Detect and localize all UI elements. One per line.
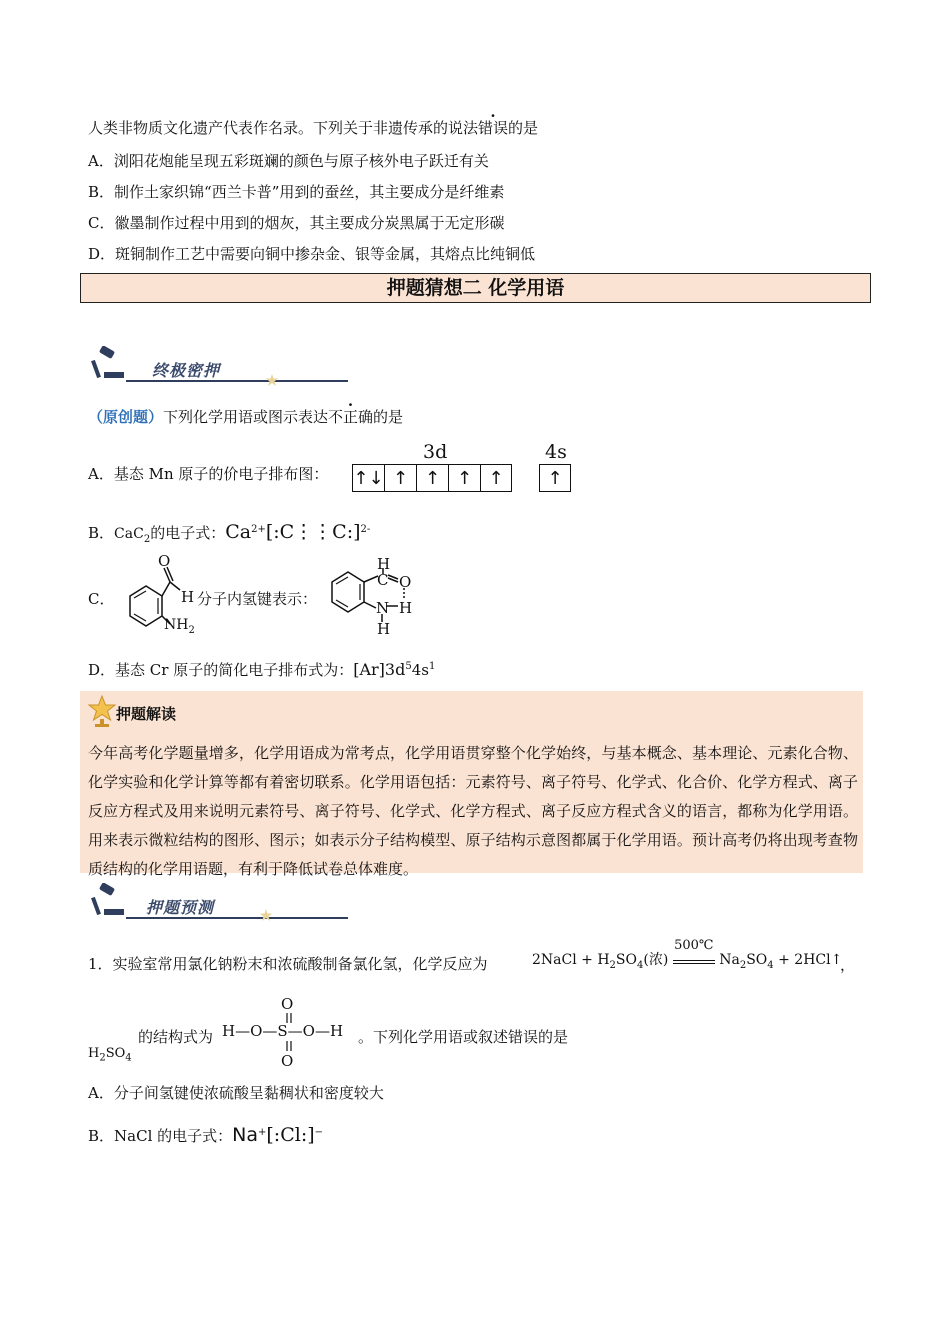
- gavel-icon: [90, 346, 126, 380]
- original-option-d: D．基态 Cr 原子的简化电子排布式为：$[Ar]3d^54s^1$: [88, 660, 436, 679]
- interpretation-panel: [80, 691, 863, 878]
- atom-n: N: [376, 599, 390, 617]
- orbital-4s-boxes: [539, 464, 571, 492]
- atom-nh2: $NH_2$: [164, 617, 195, 636]
- option-b: B．制作土家织锦“西兰卡普”用到的蚕丝，其主要成分是纤维素: [88, 183, 505, 201]
- atom-o: O: [158, 552, 171, 570]
- atom-h-top: H: [377, 555, 391, 573]
- star-trophy-icon: [88, 695, 116, 727]
- section-banner: 押题猜想二 化学用语: [80, 273, 871, 303]
- struct-o-bottom: O: [281, 1052, 294, 1070]
- badge-label: 押题预测: [146, 898, 215, 917]
- orbital-box: ↑: [480, 464, 512, 492]
- interpretation-body: 今年高考化学题量增多，化学用语成为常考点，化学用语贯穿整个化学始终，与基本概念、基本理论、元素化合物、化学实验和化学计算等都有着密切联系。化学用语包括：元素符号、离子符号、化学式、化合价、化学方程式、离子反应方程式及用来说明元素符号、离子符号、化学式、化学方程式、离子反应方程式含义的语言，都称为化学用语。用来表示微粒结构的图形、图示；如表示分子结构模型、原子结构示意图都属于化学用语。预计高考仍将出现考查物质结构的化学用语题，有利于降低试卷总体难度。: [88, 744, 858, 878]
- emphasis-text: 不正确: [328, 408, 374, 426]
- label-4s: 4s: [545, 441, 567, 463]
- reaction-condition: 500℃: [674, 938, 714, 953]
- original-question-stem: （原创题）下列化学用语或图示表达不正确的是: [88, 408, 404, 426]
- atom-h-bottom: H: [377, 620, 391, 638]
- orbital-3d-boxes: [352, 464, 512, 492]
- atom-o-2: O: [399, 573, 412, 591]
- question-stem: 人类非物质文化遗产代表作名录。下列关于非遗传承的说法错误的是: [88, 119, 539, 137]
- orbital-box: ↑: [539, 464, 571, 492]
- option-c: C．徽墨制作过程中用到的烟灰，其主要成分炭黑属于无定形碳: [88, 214, 505, 232]
- question-1-stem: 1．实验室常用氯化钠粉末和浓硫酸制备氯化氢，化学反应为: [88, 955, 488, 973]
- original-option-c-prefix: C．: [88, 590, 115, 608]
- badge-underline: [126, 917, 348, 919]
- question-tag: （原创题）: [88, 408, 164, 426]
- orbital-box: ↑: [384, 464, 416, 492]
- option-d: D．斑铜制作工艺中需要向铜中掺杂金、银等金属，其熔点比纯铜低: [88, 245, 536, 263]
- original-option-b: B．CaC$_2$的电子式：$Ca^{2+}[:C⋮⋮C:]^{2-}$: [88, 521, 371, 545]
- struct-o-top: O: [281, 995, 294, 1013]
- section-badge-prediction: [90, 883, 290, 915]
- orbital-box: ↑: [416, 464, 448, 492]
- question-1-option-a: A．分子间氢键使浓硫酸呈黏稠状和密度较大: [88, 1084, 384, 1102]
- star-icon: [266, 374, 278, 386]
- atom-c: C: [377, 571, 389, 589]
- struct-row: H—O—S—O—H: [222, 1022, 344, 1040]
- structure-text: 的结构式为: [138, 1028, 214, 1046]
- comma: ，: [840, 956, 856, 974]
- question-1-tail: 。下列化学用语或叙述错误的是: [358, 1028, 569, 1046]
- emphasis-text: 错误: [478, 119, 509, 137]
- original-option-a: A．基态 Mn 原子的价电子排布图：: [88, 465, 329, 483]
- label-3d: 3d: [423, 441, 448, 463]
- orbital-box: ↑↓: [352, 464, 384, 492]
- orbital-box: ↑: [448, 464, 480, 492]
- reaction-equation: 2NaCl + $H_2SO_4$(浓) 500℃ $Na_2SO_4$ + 2HCl↑: [532, 938, 843, 971]
- section-badge-final: [90, 346, 290, 378]
- option-a: A．浏阳花炮能呈现五彩斑斓的颜色与原子核外电子跃迁有关: [88, 152, 489, 170]
- atom-h-right: H: [399, 599, 413, 617]
- atom-h: H: [181, 588, 195, 606]
- question-1-option-b: B．NaCl 的电子式：Na+[:Cl:]−: [88, 1124, 324, 1146]
- gavel-icon: [90, 883, 126, 917]
- interpretation-title: 押题解读: [116, 705, 177, 723]
- star-icon: [260, 909, 272, 921]
- badge-underline: [126, 380, 348, 382]
- badge-label: 终极密押: [152, 361, 221, 380]
- hydrogen-bond-structure: [326, 556, 416, 638]
- h2so4-label: $H_2SO_4$: [88, 1046, 132, 1064]
- original-option-c-text: 分子内氢键表示：: [197, 590, 318, 608]
